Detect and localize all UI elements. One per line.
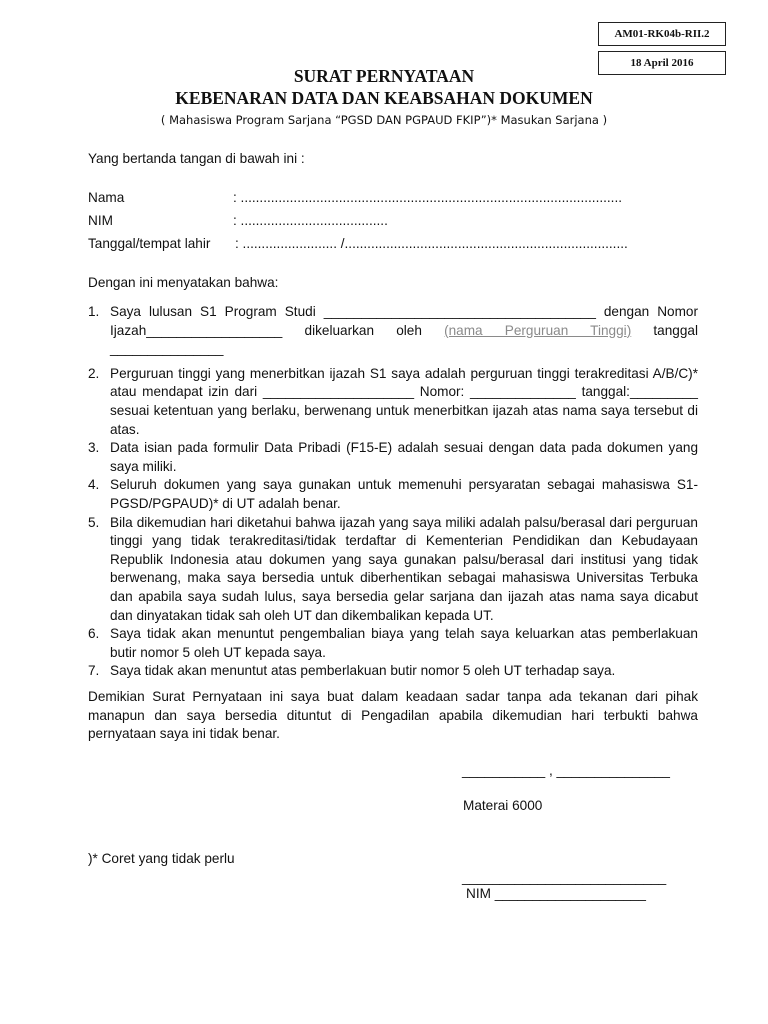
- document-date: 18 April 2016: [630, 56, 694, 69]
- document-code-box: [598, 22, 726, 46]
- field-label-nama: Nama: [88, 190, 125, 205]
- item-1-text-a: Saya lulusan S1 Program Studi ____________________________________ dengan Nomor Ijazah__________________ dikeluarkan oleh: [110, 304, 698, 338]
- item-text: Saya tidak akan menuntut atas pemberlakuan butir nomor 5 oleh UT terhadap saya.: [110, 663, 616, 679]
- statement-item-7: [88, 662, 698, 681]
- footnote: )* Coret yang tidak perlu: [88, 851, 235, 866]
- field-label-ttl: Tanggal/tempat lahir: [88, 236, 211, 251]
- field-value-nama: : .....................................................................................................: [233, 190, 623, 205]
- item-1-text-b: tanggal _______________: [110, 322, 698, 357]
- materai-label: Materai 6000: [463, 798, 543, 813]
- intro-text: Yang bertanda tangan di bawah ini :: [88, 151, 305, 166]
- signature-name-line: ___________________________: [462, 870, 667, 885]
- closing-paragraph: Demikian Surat Pernyataan ini saya buat dalam keadaan sadar tanpa ada tekanan dari pihak manapun dan saya bersedia dituntut di Pengadilan apabila dikemudian hari terbukti bahwa pernyataan saya ini tidak benar.: [88, 689, 698, 742]
- item-text: Bila dikemudian hari diketahui bahwa ijazah yang saya miliki adalah palsu/berasal dari perguruan tinggi yang tidak terakreditasi/tidak terdaftar di Kementerian Pendidikan dan Kebudayaan Republik Indonesia atau dokumen yang saya gunakan palsu/berasal dari institusi yang tidak berwenang, maka saya bersedia untuk diberhentikan sebagai mahasiswa Universitas Terbuka dan apabila saya sudah lulus, saya bersedia gelar sarjana dan ijazah atas nama saya dicabut dan dinyatakan tidak sah oleh UT dan dikembalikan kepada UT.: [110, 514, 698, 623]
- signature-nim-line: NIM ____________________: [466, 886, 646, 901]
- statement-intro: Dengan ini menyatakan bahwa:: [88, 275, 279, 290]
- item-number: 5.: [88, 514, 100, 530]
- field-value-ttl: : ......................... /...........................................................................: [235, 236, 628, 251]
- item-text: Perguruan tinggi yang menerbitkan ijazah S1 saya adalah perguruan tinggi terakreditasi A/B/C)* atau mendapat izin dari ____________________ Nomor: ______________ tanggal:_________ sesuai ketentuan yang berlaku, berwenang untuk menerbitkan ijazah atas nama saya tersebut di atas.: [110, 365, 698, 437]
- document-code: AM01-RK04b-RII.2: [614, 27, 710, 40]
- statement-list: [88, 303, 698, 681]
- item-1-placeholder: (nama Perguruan Tinggi): [444, 322, 632, 338]
- statement-item-6: [88, 625, 698, 662]
- item-text: Data isian pada formulir Data Pribadi (F15-E) adalah sesuai dengan data pada dokumen yang saya miliki.: [110, 440, 698, 474]
- item-number: 2.: [88, 365, 100, 381]
- title-line-2: KEBENARAN DATA DAN KEABSAHAN DOKUMEN: [175, 88, 593, 108]
- item-text: Saya tidak akan menuntut pengembalian biaya yang telah saya keluarkan atas pemberlakuan butir nomor 5 oleh UT kepada saya.: [110, 626, 698, 660]
- item-text: Seluruh dokumen yang saya gunakan untuk memenuhi persyaratan sebagai mahasiswa S1-PGSD/PGPAUD)* di UT adalah benar.: [110, 477, 698, 511]
- item-number: 1.: [88, 304, 100, 319]
- statement-item-4: [88, 476, 698, 513]
- statement-item-2: [88, 365, 698, 439]
- statement-item-1: [88, 303, 698, 359]
- statement-item-3: [88, 439, 698, 476]
- item-number: 6.: [88, 626, 100, 642]
- item-number: 7.: [88, 663, 100, 679]
- field-value-nim: : .......................................: [233, 213, 388, 228]
- title-line-1: SURAT PERNYATAAN: [293, 66, 475, 86]
- item-number: 3.: [88, 440, 100, 456]
- statement-item-5: [88, 514, 698, 626]
- field-label-nim: NIM: [88, 213, 113, 228]
- place-date-line: ___________ , _______________: [462, 763, 670, 778]
- subtitle: ( Mahasiswa Program Sarjana “PGSD DAN PGPAUD FKIP”)* Masukan Sarjana ): [160, 113, 608, 127]
- item-number: 4.: [88, 477, 100, 493]
